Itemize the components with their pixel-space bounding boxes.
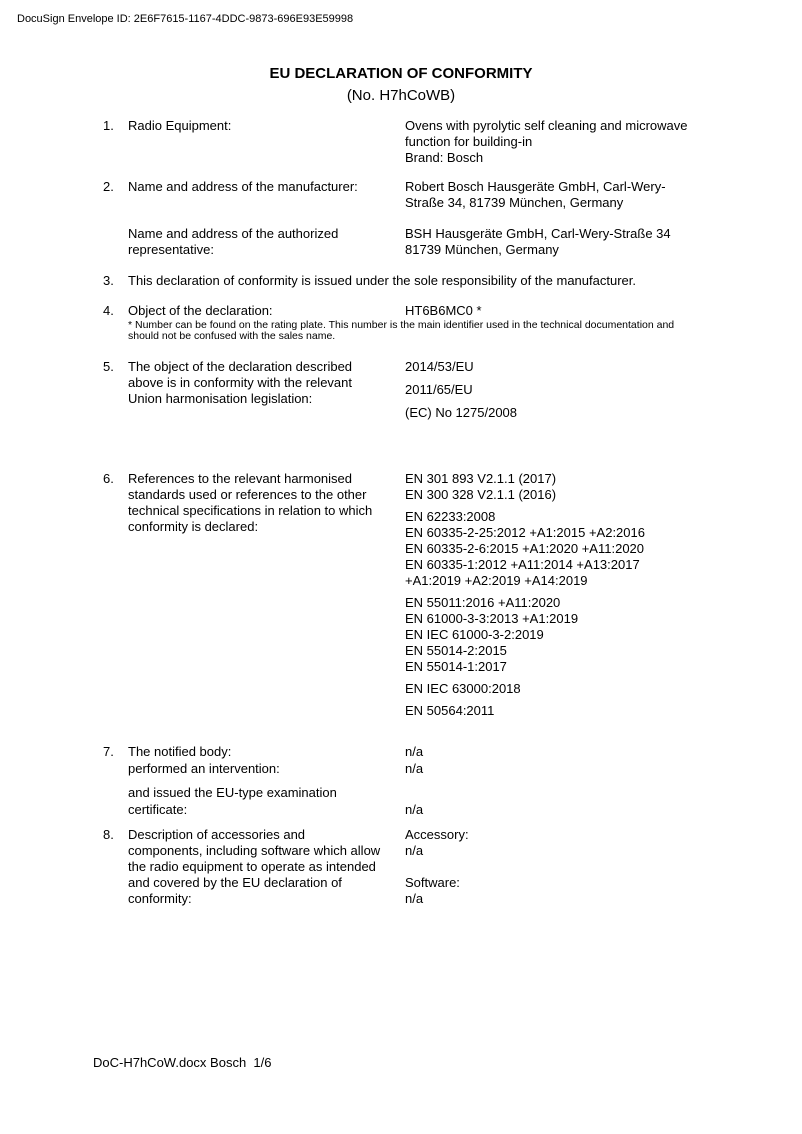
document-subtitle: (No. H7hCoWB) [346, 87, 456, 104]
certificate-row [128, 784, 772, 818]
item-harmonisation-legislation [103, 359, 772, 421]
authorized-representative-row [128, 226, 772, 258]
item-label: Name and address of the authorized representative: [128, 226, 339, 257]
item-label: Radio Equipment: [128, 118, 232, 133]
item-number: 8. [103, 827, 114, 842]
item-label: The object of the declaration described above is in conformity with the relevant Union harmonisation legislation: [128, 359, 353, 406]
rating-plate-footnote: * Number can be found on the rating plate. This number is the main identifier used in the technical documentation and should not be confused with the sales name. [128, 319, 675, 342]
item-label: Object of the declaration: [128, 303, 273, 318]
item-manufacturer [103, 179, 772, 258]
item-responsibility-statement [103, 273, 772, 289]
notified-body-row [128, 743, 772, 760]
item-notified-body [103, 743, 772, 818]
item-value: n/a [405, 761, 424, 776]
document-title: EU DECLARATION OF CONFORMITY [269, 65, 533, 82]
item-label: Name and address of the manufacturer: [128, 179, 358, 194]
item-value: Accessory: n/a Software: n/a [405, 827, 469, 906]
item-value: n/a [405, 744, 424, 759]
standards-list: EN 301 893 V2.1.1 (2017) EN 300 328 V2.1.1 (2016) EN 62233:2008 EN 60335-2-25:2012 +A1:2015 +A2:2016 EN 60335-2-6:2015 +A1:2020 +A11:2020 EN 60335-1:2012 +A11:2014 +A13:2017 +A1:2019 +A2:2019 +A14:2019 EN 55011:2016 +A11:2020 EN 61000-3-3:2013 +A1:2019 EN IEC 61000-3-2:2019 EN 55014-2:2015 EN 55014-1:2017 EN IEC 63000:2018 EN 50564:2011 [405, 471, 645, 718]
item-harmonised-standards [103, 471, 772, 719]
item-number: 6. [103, 471, 114, 486]
item-body [128, 303, 772, 342]
item-radio-equipment [103, 118, 772, 166]
object-row [128, 303, 772, 319]
item-number: 7. [103, 744, 114, 759]
item-label: The notified body: [128, 744, 232, 759]
item-number: 3. [103, 273, 114, 288]
item-label: Description of accessories and components, including software which allow the radio equipment to operate as intended and covered by the EU declaration of conformity: [128, 827, 381, 906]
item-value: HT6B6MC0 * [405, 303, 482, 318]
item-text: This declaration of conformity is issued under the sole responsibility of the manufacturer. [128, 273, 636, 288]
item-label: and issued the EU-type examination certificate: [128, 785, 337, 817]
item-number: 5. [103, 359, 114, 374]
item-number: 1. [103, 118, 114, 133]
item-value: Ovens with pyrolytic self cleaning and microwave function for building-in Brand: Bosch [405, 118, 688, 165]
item-rows [128, 179, 772, 258]
manufacturer-row [128, 179, 772, 211]
item-rows [128, 743, 772, 818]
declaration-items [103, 118, 772, 907]
item-accessories-components [103, 827, 772, 907]
intervention-row [128, 760, 772, 777]
item-object-of-declaration [103, 303, 772, 342]
title-block [0, 63, 802, 107]
item-label: performed an intervention: [128, 761, 280, 776]
item-value: n/a [405, 802, 424, 817]
document-footer: DoC-H7hCoW.docx Bosch 1/6 [93, 1055, 272, 1070]
item-value: 2014/53/EU 2011/65/EU (EC) No 1275/2008 [405, 359, 518, 420]
item-value: Robert Bosch Hausgeräte GmbH, Carl-Wery- Straße 34, 81739 München, Germany [405, 179, 666, 210]
docusign-envelope-id: DocuSign Envelope ID: 2E6F7615-1167-4DDC-9873-696E93E59998 [17, 13, 354, 25]
item-label: References to the relevant harmonised standards used or references to the other technical specifications in relation to which conformity is declared: [128, 471, 373, 534]
item-value: BSH Hausgeräte GmbH, Carl-Wery-Straße 34 81739 München, Germany [405, 226, 671, 257]
item-number: 4. [103, 303, 114, 318]
item-number: 2. [103, 179, 114, 194]
